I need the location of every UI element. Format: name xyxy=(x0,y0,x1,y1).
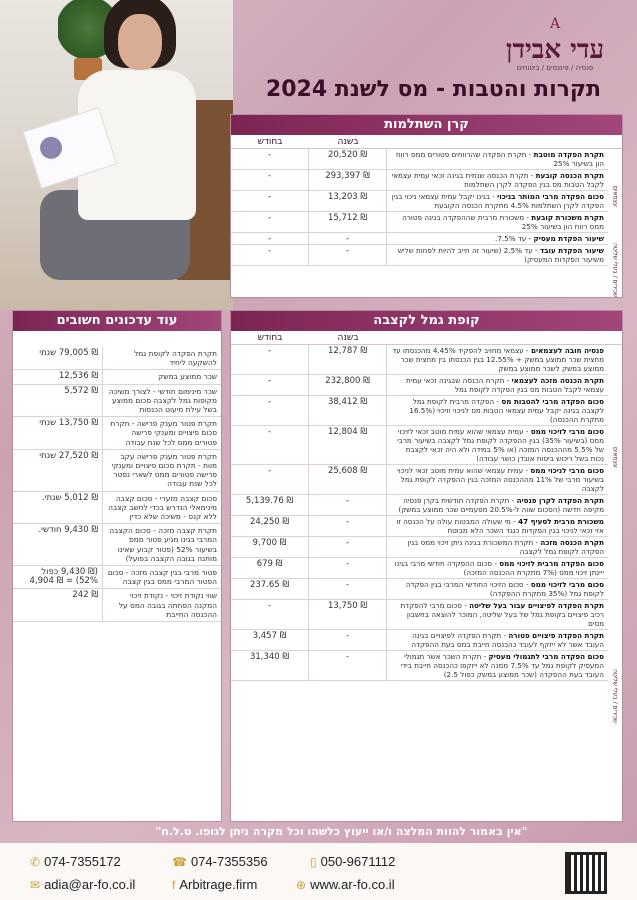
row-month-value: - xyxy=(231,170,309,190)
row-year-value: - xyxy=(309,579,387,599)
row-title: תקרת משכורת קובעת xyxy=(531,213,604,222)
kupat-panel xyxy=(230,310,623,822)
update-text: שכר ממוצע במשק xyxy=(158,372,217,382)
row-month-value: - xyxy=(231,212,309,232)
row-month-value: - xyxy=(231,426,309,464)
row-year-value: ₪ 13,203 xyxy=(309,191,387,211)
table-row xyxy=(231,558,608,579)
row-title: סכום הפקדה מרבי להטבות מס xyxy=(501,397,604,406)
update-value: ₪ 9,430 חודשי. xyxy=(13,524,103,565)
mobile-icon: ▯ xyxy=(310,854,317,869)
website-link[interactable] xyxy=(296,877,395,892)
row-month-value: ₪ 9,700 xyxy=(231,537,309,557)
fax-icon: ☎ xyxy=(172,854,187,869)
row-year-value: ₪ 25,608 xyxy=(309,465,387,494)
row-title: תקרת הכנסה קובעת xyxy=(535,171,604,180)
row-month-value: - xyxy=(231,600,309,629)
row-month-value: - xyxy=(231,233,309,244)
row-description xyxy=(387,537,608,557)
row-month-value: ₪ 24,250 xyxy=(231,516,309,536)
list-item xyxy=(13,450,221,492)
email-text: adia@ar-fo.co.il xyxy=(44,877,136,892)
table-row xyxy=(231,495,608,516)
row-text: - משכורת מרבית שההפקדה בגינה פטורה ממס רווח הון בשיעור 25% xyxy=(402,213,604,231)
keren-panel xyxy=(230,114,623,298)
row-text: - עמית עצמאי שהוא עמית מוטב זכאי לניכוי בשיעור מרבי של 11% מההכנסה המזכה בגין ההפקדה לקופת גמל לקצבה xyxy=(397,466,604,493)
keren-column-headers xyxy=(231,135,622,149)
row-text: - תקרת המשכורת בגינה ניתן זיכוי ממס בגין הפקדה לקופת גמל לקצבה xyxy=(407,538,604,556)
table-row xyxy=(231,191,608,212)
row-title: תקרת הפקדה לפיצויים עבור בעל שליטה xyxy=(469,601,604,610)
row-year-value: ₪ 15,712 xyxy=(309,212,387,232)
row-year-value: - xyxy=(309,537,387,557)
row-year-value: - xyxy=(309,245,387,265)
row-year-value: - xyxy=(309,495,387,515)
row-description xyxy=(387,233,608,244)
keren-header: קרן השתלמות xyxy=(231,115,622,135)
row-title: סכום הפקדה מרבית לזיכוי ממס xyxy=(499,559,604,568)
row-month-value: ₪ 237.65 xyxy=(231,579,309,599)
update-text: סכום קצבה מזערי - סכום קצבה מינימאלי הנדרש בכדי לחשב קצבה ללא קנס - משיכה שלא כדין xyxy=(108,493,217,522)
row-text: - תקרת הפקדה חודשית בקרן פנסיה מקיפה חדשה (הסכום שווה ל-20.5% מפעמיים שכר ממוצע במשק) xyxy=(398,496,604,514)
row-title: תקרת הפקדה פיצויים פטורה xyxy=(508,631,604,640)
email-link[interactable] xyxy=(30,877,135,892)
row-description xyxy=(387,579,608,599)
row-text: - תקרת הפקדה שהרווחים פטורים ממס רווח הון בשיעור 25% xyxy=(395,150,604,168)
row-description xyxy=(387,600,608,629)
kupat-side-label-employees: שכירים / בעלי שליטה xyxy=(611,669,619,724)
keren-rows xyxy=(231,149,608,266)
row-description xyxy=(387,191,608,211)
row-description xyxy=(387,495,608,515)
logo-tagline: פנסיה / פיננסים / ביטוחים xyxy=(516,64,594,72)
row-text: - עד 2.5% (שיעור זה חייב להיות לפחות שליש משיעור הפקדות המעסיק) xyxy=(397,246,604,264)
row-month-value: - xyxy=(231,465,309,494)
mobile-phone-text: 050-9671112 xyxy=(320,854,396,869)
kupat-rows xyxy=(231,345,608,681)
row-month-value: ₪ 679 xyxy=(231,558,309,578)
update-value: ₪ 5,572 xyxy=(13,385,103,417)
updates-panel xyxy=(12,310,222,822)
table-row xyxy=(231,396,608,426)
row-year-value: - xyxy=(309,516,387,536)
row-description xyxy=(387,630,608,650)
row-title: סכום מרבי לזיכוי ממס xyxy=(530,580,604,589)
update-text: תקרת קצבה מזכה - סכום הקצבה המרבי בגינו מגיע פטור ממס בשיעור 52% (פטור קבוע שאינו מותנה בגובה הקצבה בפועל) xyxy=(109,526,217,563)
month-column-header-2: בחודש xyxy=(257,333,283,343)
table-row xyxy=(231,579,608,600)
table-row xyxy=(231,212,608,233)
row-title: שיעור הפקדת עובד xyxy=(539,246,604,255)
row-year-value: ₪ 38,412 xyxy=(309,396,387,425)
page-title: תקרות והטבות - מס לשנת 2024 xyxy=(265,77,602,102)
row-title: סכום הפקדה מרבי המותר בניכוי xyxy=(497,192,604,201)
row-month-value: ₪ 5,139.76 xyxy=(231,495,309,515)
list-item xyxy=(13,417,221,450)
row-text: - בגינו יקבל עמית עצמאי ניכוי בגין הפקדה לקרן השתלמות 4.5% מתקרת הכנסה הקובעת xyxy=(391,192,604,210)
facebook-icon: f xyxy=(172,877,176,892)
phone-1-text: 074-7355172 xyxy=(44,854,121,869)
update-text: שווי נקודת זיכוי - נקודת זיכוי המקנה הפחתה בגובה המס על ההכנסה החייבת xyxy=(118,591,217,619)
list-item xyxy=(13,524,221,566)
row-text: - תקרת הפקדה לפיצויים בגינה העובד אשר לא ייזקף לעובד כהכנסה חייבת במס בעת ההפקדה xyxy=(411,631,604,649)
row-year-value: ₪ 20,520 xyxy=(309,149,387,169)
row-text: - עצמאי מחויב להפקיד 4.45% מהכנסתו עד מחצית שכר ממוצע במשק + 12.55% בגין הכנסתו בין מחצית שכר ממוצע במשק לשכר ממוצע במשק xyxy=(392,346,604,373)
list-item xyxy=(13,385,221,418)
row-text: - מי שעולה המבטוח עולה על הכנסה זו אזי זכאי לניכוי בגין הפקדות כנגד השכר הלא מבוטח xyxy=(396,517,604,535)
phone-1[interactable] xyxy=(30,854,121,869)
kupat-header: קופת גמל לקצבה xyxy=(231,311,622,331)
keren-side-label-employees: שכירים / בעלי שליטה xyxy=(611,242,619,297)
row-description xyxy=(387,149,608,169)
row-text: - תקרת השכר אשר תגמולי המעסיק לקופת גמל עד 7.5% ממנה לא ייזקפו כהכנסה חייבת בידי העובד בעת ההפקדה (שכר ממוצע במשק כפול 2.5) xyxy=(400,652,604,679)
table-row xyxy=(231,426,608,465)
row-month-value: - xyxy=(231,245,309,265)
row-description xyxy=(387,345,608,374)
row-month-value: ₪ 31,340 xyxy=(231,651,309,680)
row-year-value: - xyxy=(309,558,387,578)
row-month-value: - xyxy=(231,191,309,211)
advisor-photo xyxy=(0,0,233,310)
row-description xyxy=(387,396,608,425)
row-title: פנסיה חובה לעצמאים xyxy=(530,346,604,355)
mail-icon: ✉ xyxy=(30,877,41,892)
table-row xyxy=(231,651,608,681)
updates-header: עוד עדכונים חשובים xyxy=(13,311,221,331)
brand-logo xyxy=(495,12,615,72)
update-text: תקרת הפקדה לקופת גמל להשקעה ליחיד xyxy=(134,349,217,368)
update-text: תקרת פטור מענק פרישה - תקרת סכום פיצויים ומענקי פרישה פטורים ממס לכל שנת עבודה xyxy=(110,419,217,447)
table-row xyxy=(231,170,608,191)
row-text: - סכום ההפקדה חודשי מרבי בגינו ייינתן זיכוי ממס (7% מתקרת ההכנסה המזכה) xyxy=(394,559,604,577)
table-row xyxy=(231,630,608,651)
row-description xyxy=(387,558,608,578)
row-text: - סכום הזיכוי החודשי המרבי בגין הפקדה לקופת גמל (35% מתקרת ההפקדה) xyxy=(405,580,604,598)
facebook-link[interactable] xyxy=(172,877,257,892)
row-year-value: - xyxy=(309,233,387,244)
row-month-value: - xyxy=(231,345,309,374)
phone-2[interactable] xyxy=(172,854,268,869)
list-item xyxy=(13,566,221,589)
kupat-column-headers xyxy=(231,331,622,345)
kupat-side-label-self: עצמאים xyxy=(611,446,619,468)
logo-name: עדי אבידן xyxy=(505,35,605,65)
list-item xyxy=(13,347,221,370)
row-text: - תקרת הכנסה שנתית בגינה זכאי עמית עצמאי לקבל הטבות מס בגין הפקדה לקרן השתלמות xyxy=(391,171,604,189)
list-item xyxy=(13,370,221,384)
row-text: - תקרת הכנסה שבגינה זכאי עמית עצמאי לקבל הטבות מס בגין הפקדה לקופת גמל xyxy=(406,376,604,394)
row-title: סכום מרבי לזיכוי ממס xyxy=(530,427,604,436)
row-year-value: ₪ 13,750 xyxy=(309,600,387,629)
row-year-value: - xyxy=(309,651,387,680)
keren-side-label-self: עצמאים xyxy=(611,185,619,207)
row-month-value: ₪ 3,457 xyxy=(231,630,309,650)
row-year-value: - xyxy=(309,630,387,650)
table-row xyxy=(231,345,608,375)
update-value: ₪ 79,005 שנתי xyxy=(13,347,103,369)
row-month-value: - xyxy=(231,375,309,395)
row-year-value: ₪ 232,800 xyxy=(309,375,387,395)
table-row xyxy=(231,600,608,630)
update-value: ₪ 12,536 xyxy=(13,370,103,383)
row-description xyxy=(387,375,608,395)
update-text: תקרת פטור מענק פרישה עקב מוות - תקרת סכום פיצויים ומענקי פרישה פטורים ממס לשארי נפטר לכל שנת עבודה xyxy=(111,451,217,489)
update-value: ₪ 27,520 שנתי xyxy=(13,450,103,491)
update-value: ₪ 5,012 שנתי. xyxy=(13,492,103,524)
row-text: - הפקדה מרבית לקופת גמל לקצבה בגינה יקבל עמית עצמאי הטבות מס לניכוי וזיכוי (16.5% מתקרת ההכנסה) xyxy=(409,397,604,424)
disclaimer-text: "אין באמור להוות המלצה ו/או ייעוץ כלשהו וכל מקרה ניתן לגופו. ט.ל.ח" xyxy=(155,825,528,838)
row-text: - עמית עצמאי שהוא עמית מוטב זכאי לזיכוי ממס (בשיעור 35%) בגין ההפקדה לקופת גמל לקצבה בשיעור מרבי של 5.5% מההכנסה המזכה (או 5% במידה ולא היה זכאי לקצבת נכות בשל ריכוש ביטוח אובדן כושר עבודה) xyxy=(397,427,604,463)
row-title: סכום הפקדה מרבי לתגמולי מעסיק xyxy=(488,652,604,661)
updates-items xyxy=(13,347,221,622)
row-description xyxy=(387,465,608,494)
facebook-text: Arbitrage.firm xyxy=(179,877,258,892)
row-title: תקרת הכנסה מזכה לעצמאי xyxy=(511,376,604,385)
phone-icon: ✆ xyxy=(30,854,41,869)
list-item xyxy=(13,589,221,622)
row-description xyxy=(387,426,608,464)
row-title: תקרת הכנסה מזכה xyxy=(540,538,604,547)
row-text: - סכום מרבי להפקדת רכיב פיצויים בקופת גמל של בעל שליטה, המוכר להוצאה בחשבון מסים xyxy=(400,601,604,628)
update-value: ₪ 13,750 שנתי xyxy=(13,417,103,449)
logo-mark-icon: A xyxy=(549,16,561,32)
table-row xyxy=(231,233,608,245)
row-title: שיעור הפקדת מעסיק xyxy=(533,234,604,243)
table-row xyxy=(231,245,608,266)
row-title: תקרת הפקדה לקרן פנסיה xyxy=(516,496,604,505)
row-year-value: ₪ 12,804 xyxy=(309,426,387,464)
row-description xyxy=(387,516,608,536)
update-value: (₪ 9,430 כפול 52%) = ₪ 4,904 xyxy=(13,566,103,588)
table-row xyxy=(231,375,608,396)
row-description xyxy=(387,245,608,265)
row-description xyxy=(387,651,608,680)
row-description xyxy=(387,170,608,190)
update-text: פטור מרבי בגין קצבה מזכה - סכום הפטור המרבי ממס בגין קצבה xyxy=(107,568,217,587)
row-month-value: - xyxy=(231,396,309,425)
update-value: ₪ 242 xyxy=(13,589,103,621)
row-title: משכורת מרבית לסעיף 47 xyxy=(518,517,604,526)
year-column-header-2: בשנה xyxy=(337,333,359,343)
row-description xyxy=(387,212,608,232)
table-row xyxy=(231,516,608,537)
year-column-header: בשנה xyxy=(337,137,359,147)
qr-code-icon[interactable] xyxy=(565,852,607,894)
row-title: סכום מרבי לניכוי ממס xyxy=(530,466,604,475)
row-year-value: ₪ 293,397 xyxy=(309,170,387,190)
row-text: - עד 7.5%. xyxy=(495,234,532,243)
month-column-header: בחודש xyxy=(257,137,283,147)
row-title: תקרת הפקדה מוטבת xyxy=(533,150,604,159)
table-row xyxy=(231,465,608,495)
globe-icon: ⊕ xyxy=(296,877,307,892)
mobile-phone[interactable] xyxy=(310,854,395,869)
person-face xyxy=(118,14,162,70)
row-month-value: - xyxy=(231,149,309,169)
row-year-value: ₪ 12,787 xyxy=(309,345,387,374)
list-item xyxy=(13,492,221,525)
phone-2-text: 074-7355356 xyxy=(190,854,268,869)
table-row xyxy=(231,149,608,170)
website-text: www.ar-fo.co.il xyxy=(310,877,395,892)
table-row xyxy=(231,537,608,558)
update-text: שכר מינימום חודשי - לצורך משיכה מקופות גמל לקצבה סכום ממוצע בשל עילת מיעוט הכנסות xyxy=(108,386,217,415)
